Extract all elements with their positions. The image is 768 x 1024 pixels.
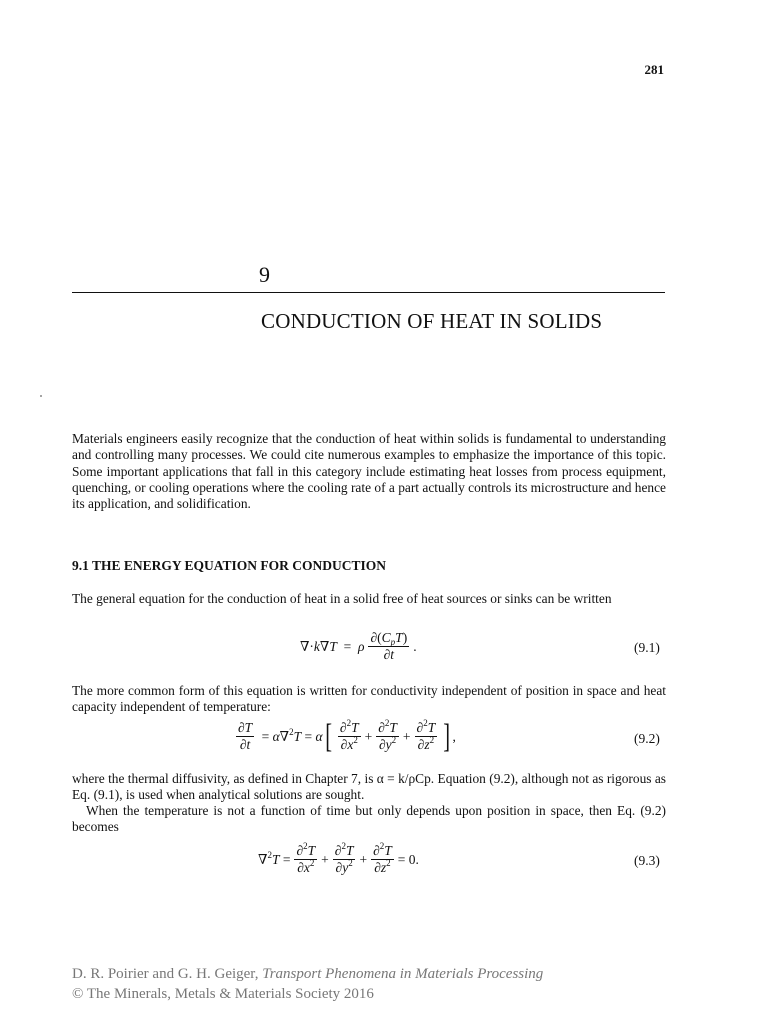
scan-speck [40, 395, 42, 397]
page-number: 281 [644, 62, 664, 77]
paragraph-steady-state: When the temperature is not a function of time but only depends upon position in space, then Eq. (9.2) becomes [72, 803, 666, 835]
equation-9-1: ∇·k∇T = ρ $\frac{\partial(C_pT)}{\partial t}$ . [300, 630, 417, 662]
section-heading: 9.1 THE ENERGY EQUATION FOR CONDUCTION [72, 558, 387, 573]
footer-copyright: © The Minerals, Metals & Materials Society 2016 [72, 986, 374, 1002]
page-footer [72, 964, 543, 1004]
equation-9-2: $\frac{\partial T}{\partial t}$ = α∇$^2$T = α [ $\frac{\partial^2T}{\partial x^2}$ + $\frac{\partial^2T}{\partial y^2}$ + $\frac{\partial^2T}{\partial z^2}$ ] , [238, 717, 456, 755]
footer-authors: D. R. Poirier and G. H. Geiger, [72, 966, 263, 982]
equation-9-3-number: (9.3) [634, 853, 660, 868]
paragraph-thermal-diffusivity: where the thermal diffusivity, as defined in Chapter 7, is α = k/ρCp. Equation (9.2), although not as rigorous as Eq. (9.1), is used when analytical solutions are sought. [72, 771, 666, 803]
footer-book-title: Transport Phenomena in Materials Processing [262, 966, 544, 982]
chapter-rule [72, 292, 665, 293]
chapter-number: 9 [259, 262, 270, 287]
equation-9-2-number: (9.2) [634, 731, 660, 746]
paragraph-general-equation: The general equation for the conduction of heat in a solid free of heat sources or sinks can be written [72, 591, 612, 606]
paragraph-common-form: The more common form of this equation is written for conductivity independent of position in space and heat capacity independent of temperature: [72, 683, 666, 715]
equation-9-1-number: (9.1) [634, 640, 660, 655]
chapter-title: CONDUCTION OF HEAT IN SOLIDS [261, 309, 603, 333]
equation-9-3: ∇$^2$T = $\frac{\partial^2T}{\partial x^2}$ + $\frac{\partial^2T}{\partial y^2}$ + $\frac{\partial^2T}{\partial z^2}$ = 0. [258, 841, 419, 875]
footer-citation [72, 964, 543, 984]
intro-paragraph: Materials engineers easily recognize that the conduction of heat within solids is fundamental to understanding and controlling many processes. We could cite numerous examples to emphasize the importance of this topic. Some important applications that fall in this category include estimating heat losses from process equipment, quenching, or cooling operations where the cooling rate of a part actually controls its microstructure and hence its application, and solidification. [72, 431, 666, 512]
